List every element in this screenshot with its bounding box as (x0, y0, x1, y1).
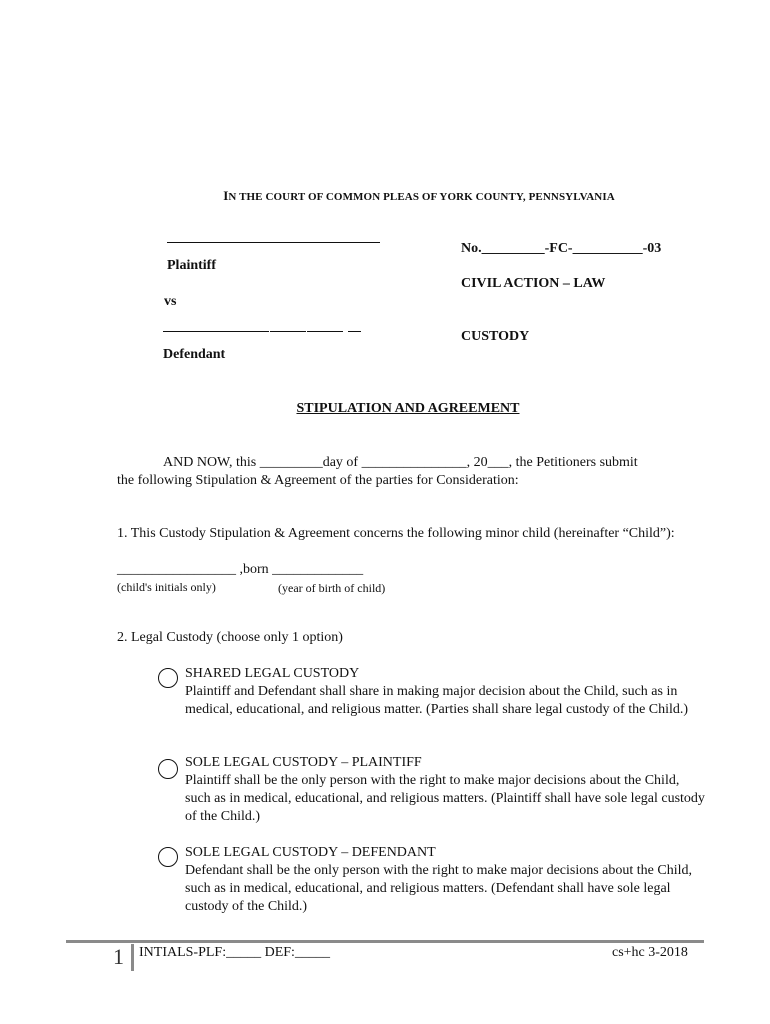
page-number: 1 (113, 944, 124, 969)
page-number-divider (131, 944, 134, 971)
footer-rule (66, 940, 704, 943)
sole-legal-custody-plaintiff-radio[interactable] (158, 759, 178, 779)
child-initials-caption: (child's initials only) (117, 580, 216, 594)
option-description: Plaintiff and Defendant shall share in making major decision about the Child, such as in medical, educational, and religious matter. (Parties shall share legal custody of the Child.) (185, 684, 689, 717)
court-heading-rest: N THE COURT OF COMMON PLEAS OF YORK COUNTY, PENNSYLVANIA (228, 191, 615, 203)
document-title: STIPULATION AND AGREEMENT (296, 401, 520, 416)
child-birth-year-caption: (year of birth of child) (278, 581, 386, 595)
plaintiff-name-line[interactable] (167, 242, 380, 243)
intro-line-2: the following Stipulation & Agreement of the parties for Consideration: (117, 473, 519, 488)
option-title: SOLE LEGAL CUSTODY – PLAINTIFF (185, 755, 422, 770)
case-number: No._________-FC-__________-03 (461, 241, 662, 256)
plaintiff-label: Plaintiff (167, 258, 216, 273)
option-title: SHARED LEGAL CUSTODY (185, 666, 360, 681)
custody-label: CUSTODY (461, 329, 530, 344)
defendant-label: Defendant (163, 347, 226, 362)
option-description: Plaintiff shall be the only person with the right to make major decisions about the Child, such as in medical, educational, and religious matters. (Plaintiff shall have sole legal custody of the Child.) (185, 773, 705, 824)
civil-action-label: CIVIL ACTION – LAW (461, 276, 606, 291)
option-description: Defendant shall be the only person with the right to make major decisions about the Child, such as in medical, educational, and religious matters. (Defendant shall have sole legal custody of the Child.) (185, 863, 693, 914)
shared-legal-custody-option (185, 665, 705, 719)
defendant-name-line-3[interactable] (307, 331, 343, 332)
intro-line-1: AND NOW, this _________day of _______________, 20___, the Petitioners submit (163, 455, 638, 470)
sole-legal-custody-defendant-option (185, 844, 705, 916)
initials-field[interactable]: INTIALS-PLF:_____ DEF:_____ (139, 945, 330, 960)
vs-label: vs (164, 294, 177, 309)
defendant-name-line-4[interactable] (348, 331, 361, 332)
defendant-name-line-2[interactable] (270, 331, 306, 332)
section-1-heading: 1. This Custody Stipulation & Agreement concerns the following minor child (hereinafter “Child”): (117, 526, 675, 541)
sole-legal-custody-defendant-radio[interactable] (158, 847, 178, 867)
option-title: SOLE LEGAL CUSTODY – DEFENDANT (185, 845, 436, 860)
defendant-name-line[interactable] (163, 331, 269, 332)
court-heading (0, 188, 770, 204)
shared-legal-custody-radio[interactable] (158, 668, 178, 688)
sole-legal-custody-plaintiff-option (185, 754, 705, 826)
child-info-line[interactable]: _________________ ,born _____________ (117, 562, 364, 577)
court-heading-initial: I (223, 188, 229, 203)
section-2-heading: 2. Legal Custody (choose only 1 option) (117, 630, 343, 645)
form-code: cs+hc 3-2018 (612, 945, 688, 960)
